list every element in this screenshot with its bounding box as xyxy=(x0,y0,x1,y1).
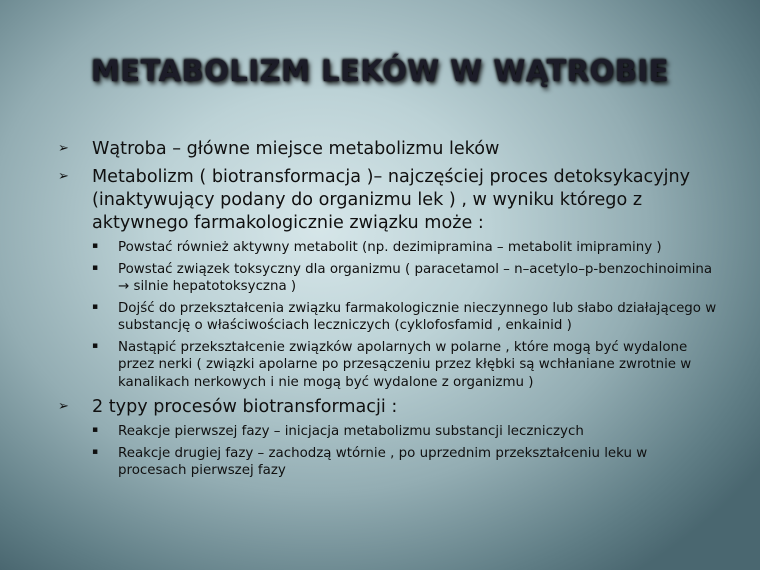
slide-content xyxy=(58,138,718,485)
sub-bullet-item xyxy=(92,239,718,257)
bullet-text: Metabolizm ( biotransformacja )– najczęściej proces detoksykacyjny (inaktywujący podany do organizmu lek ) , w wyniku którego z aktywnego farmakologicznie związku może : xyxy=(92,167,691,233)
sub-bullet-text: Nastąpić przekształcenie związków apolarnych w polarne , które mogą być wydalone przez nerki ( związki apolarne po przesączeniu przez kłębki są wchłaniane zwrotnie w kanalikach nerkowych i nie mogą być wydalone z organizmu ) xyxy=(118,339,692,390)
bullet-text: 2 typy procesów biotransformacji : xyxy=(92,397,398,417)
sub-bullet-item xyxy=(92,261,718,296)
arrow-bullet-icon: ➢ xyxy=(58,399,69,414)
bullet-list xyxy=(58,138,718,480)
square-bullet-icon: ▪ xyxy=(92,340,99,351)
sub-bullet-text: Powstać związek toksyczny dla organizmu ( paracetamol – n–acetylo–p-benzochinoimina → silnie hepatotoksyczna ) xyxy=(118,261,713,294)
arrow-bullet-icon: ➢ xyxy=(58,169,69,184)
square-bullet-icon: ▪ xyxy=(92,241,99,251)
square-bullet-icon: ▪ xyxy=(92,301,99,312)
square-bullet-icon: ▪ xyxy=(92,425,99,435)
sub-bullet-text: Dojść do przekształcenia związku farmakologicznie nieczynnego lub słabo działającego w substancję o właściwościach leczniczych (cyklofosfamid , enkainid ) xyxy=(118,300,717,333)
arrow-bullet-icon: ➢ xyxy=(58,141,69,156)
bullet-item xyxy=(58,166,718,391)
bullet-text: Wątroba – główne miejsce metabolizmu leków xyxy=(92,139,500,159)
sub-bullet-text: Powstać również aktywny metabolit (np. dezimipramina – metabolit imipraminy ) xyxy=(118,240,662,255)
square-bullet-icon: ▪ xyxy=(92,262,99,273)
bullet-item xyxy=(58,138,718,161)
square-bullet-icon: ▪ xyxy=(92,446,99,457)
slide-title: METABOLIZM LEKÓW W WĄTROBIE xyxy=(90,54,670,88)
sub-bullet-text: Reakcje drugiej fazy – zachodzą wtórnie , po uprzednim przekształceniu leku w procesach pierwszej fazy xyxy=(118,445,648,478)
bullet-item xyxy=(58,396,718,480)
sub-bullet-item xyxy=(92,339,718,392)
sub-bullet-item xyxy=(92,423,718,441)
sub-bullet-text: Reakcje pierwszej fazy – inicjacja metabolizmu substancji leczniczych xyxy=(118,424,584,439)
sub-bullet-list xyxy=(92,239,718,391)
sub-bullet-item xyxy=(92,300,718,335)
sub-bullet-list xyxy=(92,423,718,480)
sub-bullet-item xyxy=(92,445,718,480)
